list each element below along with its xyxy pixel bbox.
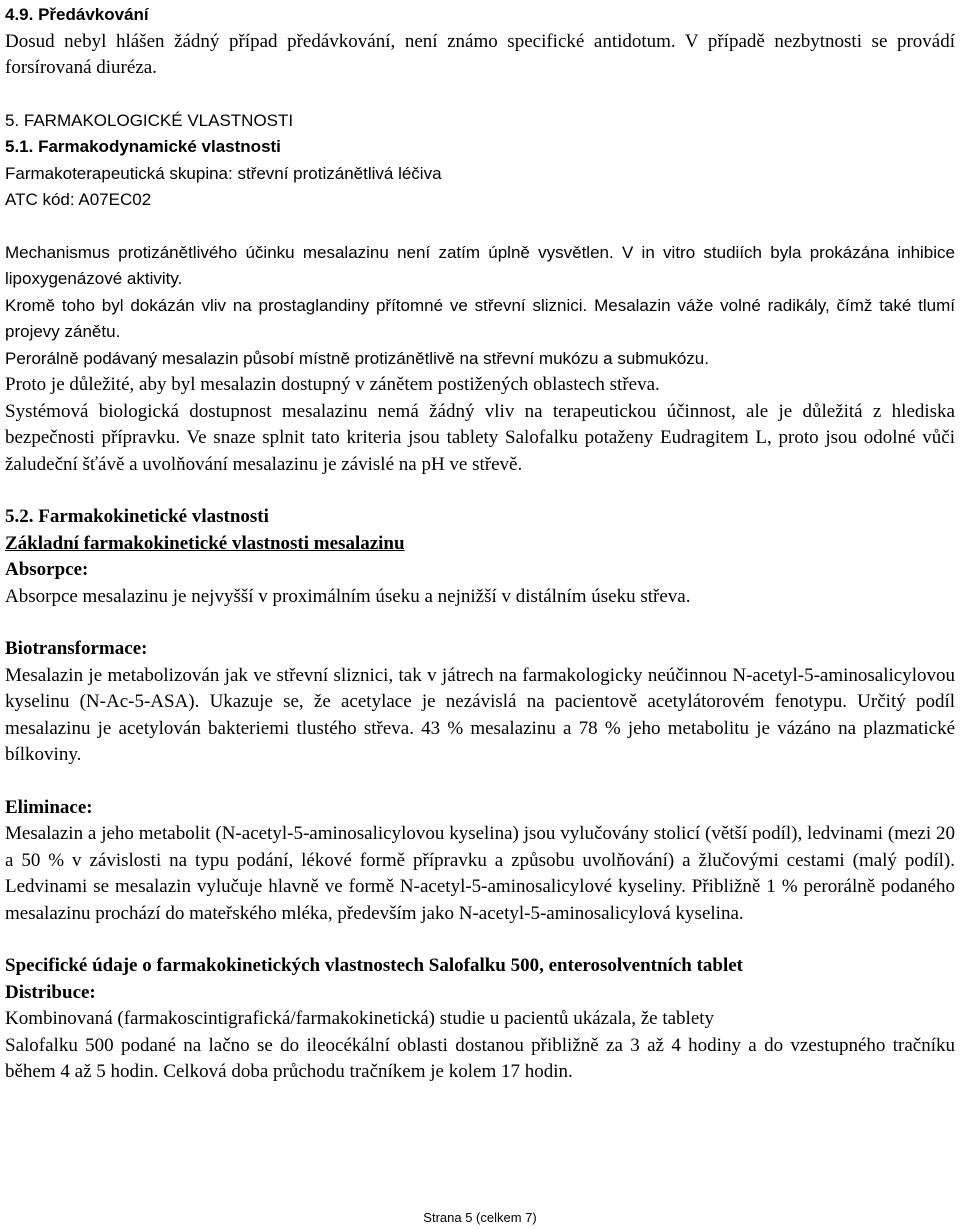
distribution-line-1: Kombinovaná (farmakoscintigrafická/farmakokinetická) studie u pacientů ukázala, že tablety bbox=[5, 1008, 715, 1029]
page-footer: Strana 5 (celkem 7) bbox=[423, 1210, 537, 1225]
atc-code: ATC kód: A07EC02 bbox=[5, 190, 152, 209]
section-5-1-heading: 5.1. Farmakodynamické vlastnosti bbox=[5, 137, 281, 156]
basic-pharmacokinetics-subheading: Základní farmakokinetické vlastnosti mesalazinu bbox=[5, 532, 405, 554]
elimination-text: Mesalazin a jeho metabolit (N-acetyl-5-aminosalicylovou kyselina) jsou vylučovány stolicí (větší podíl), ledvinami (mezi 20 a 50 % v závislosti na typu podání, lékové formě přípravku a způsobu uvolňování) a žlučovými cestami (malý podíl). Ledvinami se mesalazin vylučuje hlavně ve formě N-acetyl-5-aminosalicylové kyseliny. Přibližně 1 % perorálně podaného mesalazinu prochází do mateřského mléka, především jako N-acetyl-5-aminosalicylová kyselina. bbox=[5, 823, 955, 924]
absorption-text: Absorpce mesalazinu je nejvyšší v proximálním úseku a nejnižší v distálním úseku střeva. bbox=[5, 585, 691, 607]
pharmacodynamics-paragraph-3: Perorálně podávaný mesalazin působí místně protizánětlivě na střevní mukózu a submukózu. bbox=[5, 348, 709, 368]
pharmacodynamics-paragraph-1: Mechanismus protizánětlivého účinku mesalazinu není zatím úplně vysvětlen. V in vitro studiích byla prokázána inhibice lipoxygenázové aktivity. bbox=[5, 242, 955, 288]
biotransformation-label: Biotransformace: bbox=[5, 638, 148, 659]
distribution-label: Distribuce: bbox=[5, 981, 96, 1003]
distribution-text: Salofalku 500 podané na lačno se do ileocékální oblasti dostanou přibližně za 3 až 4 hodiny a do vzestupného tračníku během 4 až 5 hodin. Celková doba průchodu tračníkem je kolem 17 hodin. bbox=[5, 1034, 955, 1082]
section-4-9-text: Dosud nebyl hlášen žádný případ předávkování, není známo specifické antidotum. V případě nezbytnosti se provádí forsírovaná diuréza. bbox=[5, 30, 955, 78]
section-5-2-heading: 5.2. Farmakokinetické vlastnosti bbox=[5, 506, 269, 527]
elimination-label: Eliminace: bbox=[5, 796, 93, 818]
pharmacodynamics-paragraph-2: Kromě toho byl dokázán vliv na prostaglandiny přítomné ve střevní sliznici. Mesalazin váže volné radikály, čímž také tlumí projevy zánětu. bbox=[5, 295, 955, 341]
biotransformation-text: Mesalazin je metabolizován jak ve střevní sliznici, tak v játrech na farmakologicky neúčinnou N-acetyl-5-aminosalicylovou kyselinu (N-Ac-5-ASA). Ukazuje se, že acetylace je nezávislá na pacientově acetylátorovém fenotypu. Určitý podíl mesalazinu je acetylován bakteriemi tlustého střeva. 43 % mesalazinu a 78 % jeho metabolitu je vázáno na plazmatické bílkoviny. bbox=[5, 664, 955, 765]
pharmacotherapeutic-group: Farmakoterapeutická skupina: střevní protizánětlivá léčiva bbox=[5, 163, 442, 183]
pharmacodynamics-paragraph-5: Systémová biologická dostupnost mesalazinu nemá žádný vliv na terapeutickou účinnost, ale je důležitá z hlediska bezpečnosti přípravku. Ve snaze splnit tato kriteria jsou tablety Salofalku potaženy Eudragitem L, proto jsou odolné vůči žaludeční šťávě a uvolňování mesalazinu je závislé na pH ve střevě. bbox=[5, 400, 955, 475]
section-4-9-heading: 4.9. Předávkování bbox=[5, 5, 149, 24]
absorption-label: Absorpce: bbox=[5, 559, 89, 580]
document-page bbox=[5, 2, 955, 1086]
pharmacodynamics-paragraph-4: Proto je důležité, aby byl mesalazin dostupný v zánětem postižených oblastech střeva. bbox=[5, 374, 660, 395]
specific-pharmacokinetics-heading: Specifické údaje o farmakokinetických vlastnostech Salofalku 500, enterosolventních tablet bbox=[5, 955, 744, 976]
section-5-heading: 5. FARMAKOLOGICKÉ VLASTNOSTI bbox=[5, 110, 294, 130]
